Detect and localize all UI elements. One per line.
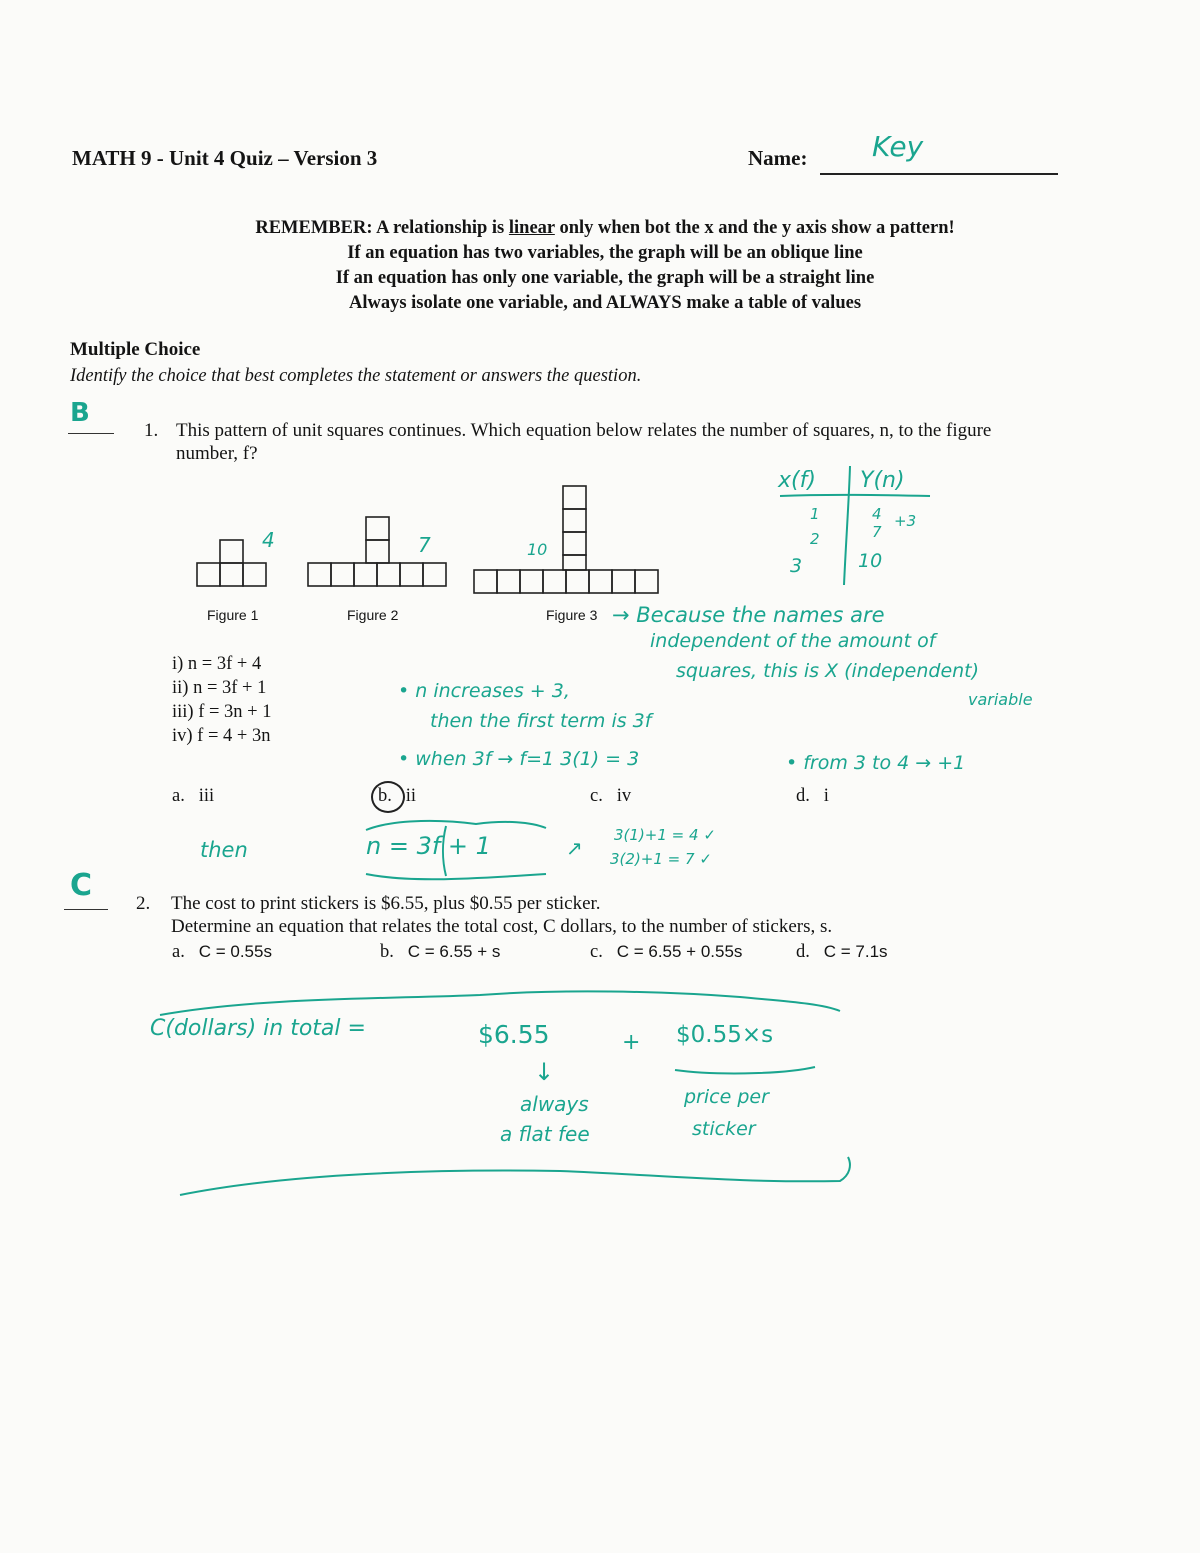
note-equation: n = 3f + 1 — [366, 832, 491, 860]
table-y-2: 7 — [872, 523, 882, 541]
note-squares: squares, this is X (independent) — [676, 660, 980, 682]
q2-note-flat-fee: a flat fee — [500, 1122, 590, 1146]
q2-note-plus: + — [622, 1030, 641, 1055]
quiz-title: MATH 9 - Unit 4 Quiz – Version 3 — [72, 146, 378, 170]
q2-note-lhs: C(dollars) in total = — [150, 1016, 366, 1041]
figure-3-squares — [474, 486, 658, 593]
q2-choice-b[interactable] — [380, 942, 500, 963]
q2-number: 2. — [136, 893, 151, 914]
table-x-1: 1 — [810, 505, 820, 523]
remember-line-2: If an equation has two variables, the graph will be an oblique line — [347, 243, 863, 263]
table-diff: +3 — [894, 512, 917, 530]
remember-note — [140, 216, 1070, 316]
table-x-2: 2 — [810, 530, 820, 548]
q1-choice-a[interactable] — [172, 786, 214, 807]
section-title: Multiple Choice — [70, 339, 201, 360]
figure-1-squares — [197, 540, 266, 586]
figure-3-count-note: 10 — [527, 540, 548, 559]
q2-choice-c-letter: c. — [590, 942, 603, 962]
q1-text — [176, 419, 1116, 465]
note-because: → Because the names are — [612, 603, 885, 627]
q2-text-line-2: Determine an equation that relates the total cost, C dollars, to the number of stickers, s. — [171, 916, 833, 937]
table-x-3: 3 — [790, 555, 803, 577]
q2-note-always: always — [520, 1092, 589, 1116]
note-check-1: 3(1)+1 = 4 ✓ — [614, 826, 716, 844]
note-then: then — [200, 838, 248, 862]
q2-choice-b-letter: b. — [380, 942, 394, 962]
q1-option-i: i) n = 3f + 4 — [172, 654, 262, 674]
note-when: • when 3f → f=1 3(1) = 3 — [398, 748, 640, 770]
q2-note-rate: $0.55×s — [676, 1022, 774, 1048]
q2-choice-d-value: C = 7.1s — [823, 942, 888, 961]
q2-choice-a[interactable] — [172, 942, 272, 963]
name-label: Name: — [748, 146, 808, 170]
note-arrow: ↗ — [566, 836, 583, 860]
table-header-x: x(f) — [778, 468, 816, 493]
q2-note-price-per: price per — [684, 1086, 769, 1108]
q2-choice-c[interactable] — [590, 942, 742, 963]
figure-3-label: Figure 3 — [546, 607, 598, 623]
note-variable: variable — [968, 690, 1033, 709]
q1-option-iv: iv) f = 4 + 3n — [172, 726, 271, 746]
q1-number: 1. — [144, 420, 159, 441]
remember-line-3: If an equation has only one variable, the graph will be a straight line — [335, 268, 875, 288]
name-answer: Key — [872, 130, 924, 163]
q1-text-line-1: This pattern of unit squares continues. Which equation below relates the number of squares, n, to the figure — [176, 420, 992, 441]
q2-choice-a-value: C = 0.55s — [198, 942, 272, 961]
section-instructions: Identify the choice that best completes the statement or answers the question. — [70, 366, 642, 386]
figure-1-count-note: 4 — [262, 528, 275, 552]
remember-line-4: Always isolate one variable, and ALWAYS make a table of values — [348, 293, 862, 313]
note-first-term: then the first term is 3f — [430, 710, 652, 732]
table-y-3: 10 — [858, 550, 883, 572]
equation-brace — [356, 812, 556, 887]
q2-note-flat: $6.55 — [478, 1020, 550, 1049]
figure-1-label: Figure 1 — [207, 607, 259, 623]
q2-answer-line — [64, 909, 108, 910]
note-check-2: 3(2)+1 = 7 ✓ — [610, 850, 712, 868]
q1-choice-a-letter: a. — [172, 786, 185, 806]
q2-choice-d[interactable] — [796, 942, 888, 963]
q1-choice-d-value: i — [823, 786, 829, 806]
q1-choice-c-value: iv — [616, 786, 632, 806]
name-line — [820, 173, 1058, 175]
q2-note-arrow: ↓ — [534, 1058, 555, 1086]
q2-text-line-1: The cost to print stickers is $6.55, plus $0.55 per sticker. — [171, 893, 601, 914]
remember-text-c: only when bot the x and the y axis show a pattern! — [554, 218, 955, 238]
q1-option-ii: ii) n = 3f + 1 — [172, 678, 267, 698]
note-independent: independent of the amount of — [650, 630, 936, 652]
q1-option-iii: iii) f = 3n + 1 — [172, 702, 272, 722]
figure-2-count-note: 7 — [418, 533, 431, 557]
q1-answer-mark: B — [70, 398, 90, 428]
q1-choice-b[interactable] — [378, 786, 416, 807]
q2-choice-c-value: C = 6.55 + 0.55s — [616, 942, 743, 961]
note-increases: • n increases + 3, — [398, 680, 570, 702]
q2-note-sticker: sticker — [692, 1118, 756, 1140]
note-from: • from 3 to 4 → +1 — [786, 752, 966, 774]
q1-choice-b-value: ii — [405, 786, 417, 806]
q1-choice-b-letter: b. — [378, 786, 392, 806]
remember-linear: linear — [508, 218, 555, 238]
q1-choice-c[interactable] — [590, 786, 631, 807]
remember-text-a: REMEMBER: A relationship is — [255, 218, 509, 238]
q1-choice-c-letter: c. — [590, 786, 603, 806]
q1-choice-a-value: iii — [198, 786, 215, 806]
q1-text-line-2: number, f? — [176, 443, 258, 464]
q1-options — [172, 652, 271, 748]
table-header-y: Y(n) — [860, 468, 905, 493]
q2-text — [171, 892, 1111, 938]
q1-answer-line — [68, 433, 114, 434]
table-y-1: 4 — [872, 505, 882, 523]
q2-answer-mark: C — [70, 868, 93, 903]
q2-choice-b-value: C = 6.55 + s — [407, 942, 501, 961]
q1-choice-d[interactable] — [796, 786, 829, 807]
figure-2-label: Figure 2 — [347, 607, 399, 623]
q1-choice-d-letter: d. — [796, 786, 810, 806]
q2-choice-a-letter: a. — [172, 942, 185, 962]
remember-line-1 — [140, 216, 1070, 241]
q2-choice-d-letter: d. — [796, 942, 810, 962]
